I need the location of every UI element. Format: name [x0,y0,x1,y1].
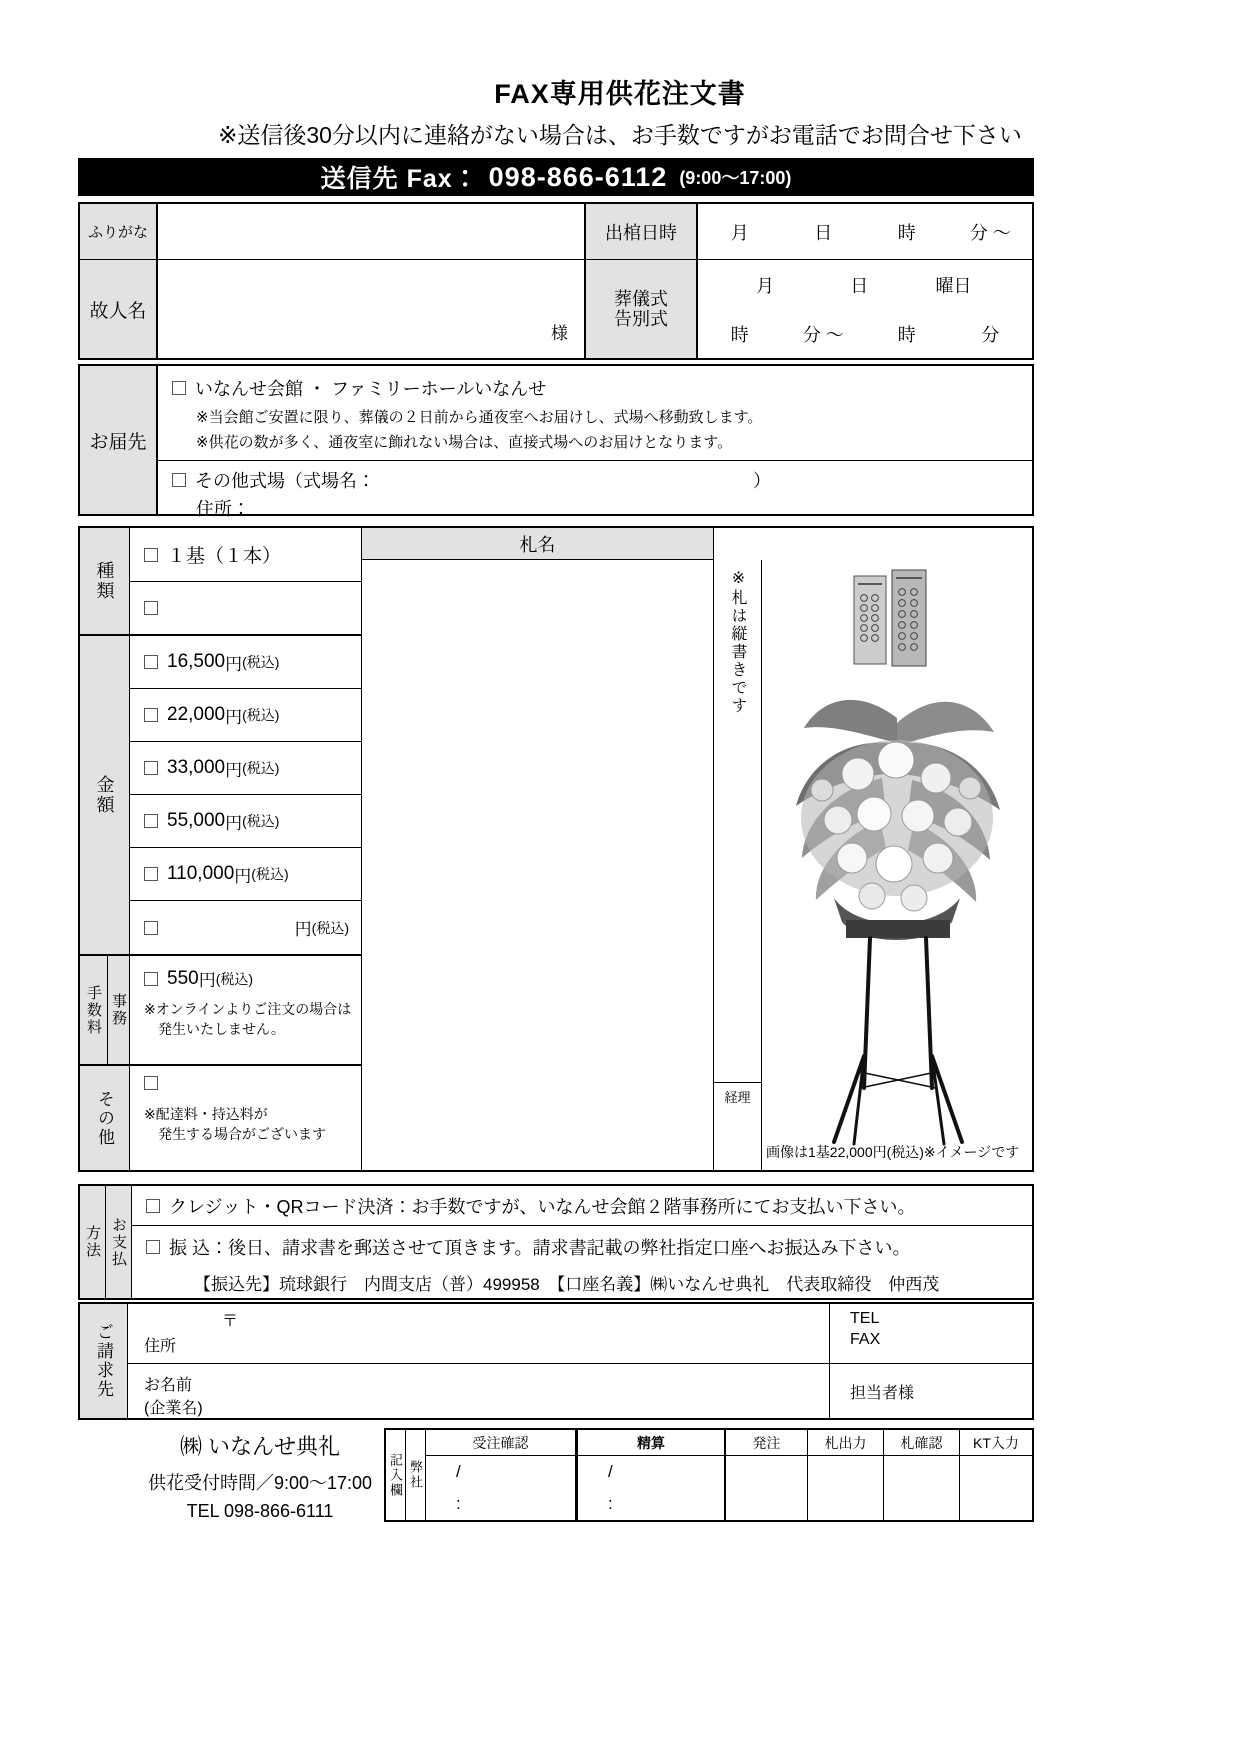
stamp-col-header-3: 札出力 [808,1430,884,1456]
stamp-col-header-2: 発注 [726,1430,808,1456]
fee-note-1: ※オンラインよりご注文の場合は [144,1001,352,1017]
amount-option-1[interactable]: 16,500 円 (税込) [130,636,362,689]
stamp-row2-cell-4[interactable] [884,1488,960,1520]
kind-option-1[interactable]: １基（１本） [130,528,362,582]
stamp-row2-cell-0[interactable]: : [426,1488,576,1520]
fax-destination-bar [78,158,1034,196]
billing-company-label: (企業名) [144,1400,203,1417]
footer-company-name: ㈱ いなんせ典礼 [179,1434,341,1459]
stamp-label-2: 弊社 [406,1430,426,1520]
flower-arrangement-photo [762,528,1032,1170]
stamp-row1-cell-0[interactable]: / [426,1456,576,1488]
stamp-row1-cell-3[interactable] [808,1456,884,1488]
checkbox-amount-3[interactable] [144,761,158,775]
billing-name-cell[interactable] [128,1364,830,1418]
amount-option-4[interactable]: 55,000 円 (税込) [130,795,362,848]
flower-photo-svg [762,528,1032,1170]
fee-label-inner: 事務 [108,956,130,1066]
stamp-label-1: 記入欄 [386,1430,406,1520]
billing-contact-cell[interactable]: 担当者様 [830,1364,1032,1418]
checkbox-amount-4[interactable] [144,814,158,828]
other-label: その他 [80,1066,130,1170]
stamp-col-header-5: KT入力 [960,1430,1032,1456]
checkbox-payment-transfer[interactable] [146,1240,160,1254]
payment-option-card[interactable]: クレジット・QRコード決済：お手数ですが、いなんせ会館２階事務所にてお支払い下さい。 [132,1186,1032,1226]
fax-hours: (9:00～17:00) [679,168,792,188]
departure-datetime-label: 出棺日時 [586,204,698,260]
billing-name-label: お名前 [144,1377,193,1394]
fee-cell[interactable]: 550 円 (税込) ※オンラインよりご注文の場合は 発生いたしません。 [130,956,362,1066]
billing-tel-label: TEL [850,1310,880,1327]
checkbox-amount-custom[interactable] [144,921,158,935]
stamp-col-header-4: 札確認 [884,1430,960,1456]
billing-tel-fax-cell[interactable] [830,1304,1032,1364]
vertical-note-column: ※札は縦書きです [714,560,762,1082]
payment-option-transfer[interactable]: 振 込：後日、請求書を郵送させて頂きます。請求書記載の弊社指定口座へお振込み下さい。 【振込先】琉球銀行 内間支店（普）499958 【口座名義】㈱いなんせ典礼 代表取締役 仲西茂 [132,1226,1032,1298]
stamp-col-header-1: 精算 [576,1430,726,1456]
kind-option-2[interactable] [130,582,362,636]
stamp-row2-cell-3[interactable] [808,1488,884,1520]
page-subtitle: ※送信後30分以内に連絡がない場合は、お手数ですがお電話でお問合せ下さい [218,122,1022,148]
stamp-row1-cell-5[interactable] [960,1456,1032,1488]
checkbox-amount-5[interactable] [144,867,158,881]
checkbox-kind-1[interactable] [144,548,158,562]
footer-company-info [110,1430,410,1522]
fax-number: 098-866-6112 [488,161,668,192]
furigana-input[interactable] [158,204,586,260]
ceremony-label: 葬儀式 告別式 [586,260,698,358]
billing-fax-label: FAX [850,1331,881,1348]
departure-datetime-fields[interactable]: 月 日 時 分 ～ [698,204,1032,260]
stamp-row2-cell-2[interactable] [726,1488,808,1520]
postal-mark: 〒 [222,1313,239,1330]
checkbox-amount-1[interactable] [144,655,158,669]
fee-label-outer: 手数料 [80,956,108,1066]
deceased-name-input[interactable]: 様 [158,260,586,358]
checkbox-delivery-hall[interactable] [172,381,186,395]
deceased-name-label: 故人名 [80,260,158,358]
stamp-row1-cell-4[interactable] [884,1456,960,1488]
ceremony-datetime-fields[interactable]: 月 日 曜日 時 分 ～ 時 分 [698,260,1032,358]
fax-label: 送信先 Fax： [320,165,479,193]
photo-caption: 画像は1基22,000円(税込)※イメージです [766,1144,1020,1160]
amount-option-5[interactable]: 110,000 円 (税込) [130,848,362,901]
billing-address-label: 住所 [144,1338,177,1355]
amount-option-3[interactable]: 33,000 円 (税込) [130,742,362,795]
stamp-col-header-0: 受注確認 [426,1430,576,1456]
billing-address-cell[interactable] [128,1304,830,1364]
checkbox-fee[interactable] [144,972,158,986]
billing-label: ご請求先 [80,1304,128,1418]
checkbox-other[interactable] [144,1076,158,1090]
stamp-row1-cell-1[interactable]: / [576,1456,726,1488]
footer-hours: 供花受付時間／9:00～17:00 [147,1473,373,1493]
payment-label-left: 方法 [80,1186,106,1298]
stamp-row2-cell-5[interactable] [960,1488,1032,1520]
accounting-cell[interactable]: 経理 [714,1082,762,1170]
footer-tel: TEL 098-866-6111 [186,1501,334,1521]
bank-details: 【振込先】琉球銀行 内間支店（普）499958 【口座名義】㈱いなんせ典礼 代表取締役 仲西茂 [194,1275,940,1294]
checkbox-payment-card[interactable] [146,1199,160,1213]
payment-label-right: お支払 [106,1186,132,1298]
stamp-row1-cell-2[interactable] [726,1456,808,1488]
checkbox-kind-2[interactable] [144,601,158,615]
checkbox-delivery-other[interactable] [172,473,186,487]
amount-label: 金額 [80,636,130,956]
delivery-label: お届先 [80,366,158,514]
other-note-1: ※配達料・持込料が [144,1106,268,1122]
furigana-label: ふりがな [80,204,158,260]
other-cell[interactable] [130,1066,362,1170]
amount-option-2[interactable]: 22,000 円 (税込) [130,689,362,742]
tag-name-input[interactable] [362,560,714,1170]
delivery-option-other[interactable]: その他式場（式場名： ） 住所： [158,461,1032,514]
stamp-row2-cell-1[interactable]: : [576,1488,726,1520]
tag-name-header: 札名 [362,528,714,560]
page-title: FAX専用供花注文書 [494,79,746,109]
fee-note-2: 発生いたしません。 [158,1021,285,1037]
amount-option-custom[interactable]: 円 (税込) [130,901,362,956]
delivery-address-label: 住所： [196,499,250,519]
delivery-option-hall[interactable]: いなんせ会館 ・ ファミリーホールいなんせ ※当会館ご安置に限り、葬儀の２日前から通夜室へお届けし、式場へ移動致します。 ※供花の数が多く、通夜室に飾れない場合は、直接式場へのお届けとなります。 [158,366,1032,461]
other-note-2: 発生する場合がございます [158,1126,326,1142]
delivery-note-1: ※当会館ご安置に限り、葬儀の２日前から通夜室へお届けし、式場へ移動致します。 [196,409,763,426]
checkbox-amount-2[interactable] [144,708,158,722]
delivery-note-2: ※供花の数が多く、通夜室に飾れない場合は、直接式場へのお届けとなります。 [196,434,733,451]
kind-label: 種類 [80,528,130,636]
